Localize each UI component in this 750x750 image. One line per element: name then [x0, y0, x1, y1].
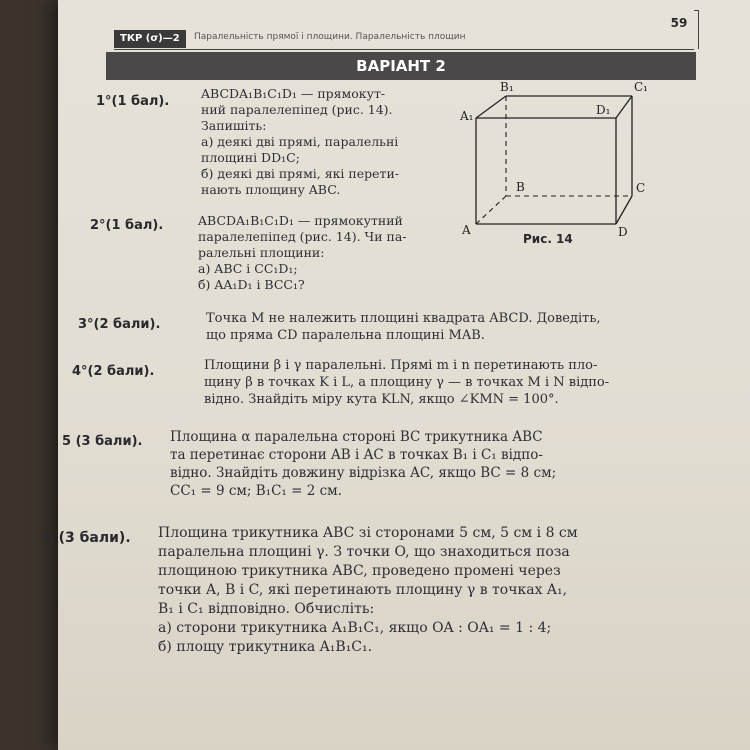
task-5-line: відно. Знайдіть довжину відрізка AC, якщо BC = 8 см;: [170, 465, 557, 481]
task-5-text: [170, 428, 556, 500]
task-3-line: Точка M не належить площині квадрата ABCD. Доведіть,: [206, 311, 601, 326]
label-c: C: [636, 181, 646, 195]
task-6-line: а) сторони трикутника A₁B₁C₁, якщо OA : OA₁ = 1 : 4;: [158, 620, 552, 636]
task-6-line: б) площу трикутника A₁B₁C₁.: [158, 639, 373, 655]
task-3-line: що пряма CD паралельна площині MAB.: [206, 328, 485, 343]
task-3-text: [206, 310, 601, 344]
task-4-number: 4°(2 бали).: [72, 364, 155, 379]
task-4-line: відно. Знайдіть міру кута KLN, якщо ∠KMN = 100°.: [204, 392, 559, 407]
task-2-line: б) AA₁D₁ і BCC₁?: [198, 277, 305, 292]
task-5-line: та перетинає сторони AB і AC в точках B₁ і C₁ відпо-: [170, 447, 543, 463]
edge-d1-c1: [616, 96, 632, 118]
task-1-number: 1°(1 бал).: [96, 94, 170, 109]
task-6-line: площиною трикутника ABC, проведено промені через: [158, 563, 561, 579]
task-2-number: 2°(1 бал).: [90, 218, 164, 233]
task-1-line: нають площину ABC.: [201, 182, 341, 197]
label-c1: C₁: [634, 80, 648, 94]
task-2-line: ралельні площини:: [198, 245, 325, 260]
variant-banner: ВАРІАНТ 2: [106, 52, 696, 80]
task-1-line: а) деякі дві прямі, паралельні: [201, 134, 399, 149]
label-d: D: [618, 225, 628, 239]
task-6-line: Площина трикутника ABC зі сторонами 5 см, 5 см і 8 см: [158, 525, 578, 541]
task-1-line: площині DD₁C;: [201, 150, 300, 165]
label-d1: D₁: [596, 103, 611, 117]
task-2-line: ABCDA₁B₁C₁D₁ — прямокутний: [198, 213, 403, 228]
parallelepiped-drawing: [456, 78, 686, 258]
task-4-text: [204, 357, 609, 408]
task-5-line: CC₁ = 9 см; B₁C₁ = 2 см.: [170, 483, 342, 499]
task-6-number: 6 (3 бали).: [44, 530, 131, 546]
task-1-line: б) деякі дві прямі, які перети-: [201, 166, 399, 181]
page-number-bracket: [694, 10, 699, 49]
task-5-number: 5 (3 бали).: [62, 434, 143, 449]
task-1-line: Запишіть:: [201, 118, 267, 133]
task-1-text: [201, 86, 399, 198]
task-5-line: Площина α паралельна стороні BC трикутника ABC: [170, 429, 543, 445]
task-1-line: ний паралелепіпед (рис. 14).: [201, 102, 393, 117]
test-code-badge: ТКР (σ)—2: [114, 30, 186, 48]
task-1-line: ABCDA₁B₁C₁D₁ — прямокут-: [201, 86, 386, 101]
task-2-text: [198, 213, 407, 293]
label-a1: A₁: [460, 109, 474, 123]
header-title: Паралельність прямої і площини. Паралельність площин: [194, 32, 466, 42]
task-6-line: точки A, B і C, які перетинають площину γ в точках A₁,: [158, 582, 568, 598]
page-header: [114, 16, 699, 50]
edge-d-c: [616, 196, 632, 224]
edge-b1-a1: [476, 96, 506, 118]
task-3-number: 3°(2 бали).: [78, 317, 161, 332]
figure-caption: Рис. 14: [523, 232, 573, 246]
parallelepiped-figure: [456, 78, 686, 258]
task-6-line: B₁ і C₁ відповідно. Обчисліть:: [158, 601, 375, 617]
textbook-page: [44, 0, 750, 750]
header-rule: [114, 49, 694, 50]
label-b: B: [516, 180, 525, 194]
label-b1: B₁: [500, 80, 514, 94]
task-4-line: Площини β і γ паралельні. Прямі m і n перетинають пло-: [204, 358, 598, 373]
task-6-text: [158, 524, 578, 657]
hidden-edge-b-a: [476, 196, 506, 224]
label-a: A: [462, 223, 471, 237]
task-4-line: щину β в точках K і L, а площину γ — в точках M і N відпо-: [204, 375, 610, 390]
page-number: 59: [670, 16, 688, 30]
task-2-line: паралелепіпед (рис. 14). Чи па-: [198, 229, 407, 244]
task-6-line: паралельна площині γ. З точки O, що знаходиться поза: [158, 544, 570, 560]
task-2-line: а) ABC і CC₁D₁;: [198, 261, 298, 276]
